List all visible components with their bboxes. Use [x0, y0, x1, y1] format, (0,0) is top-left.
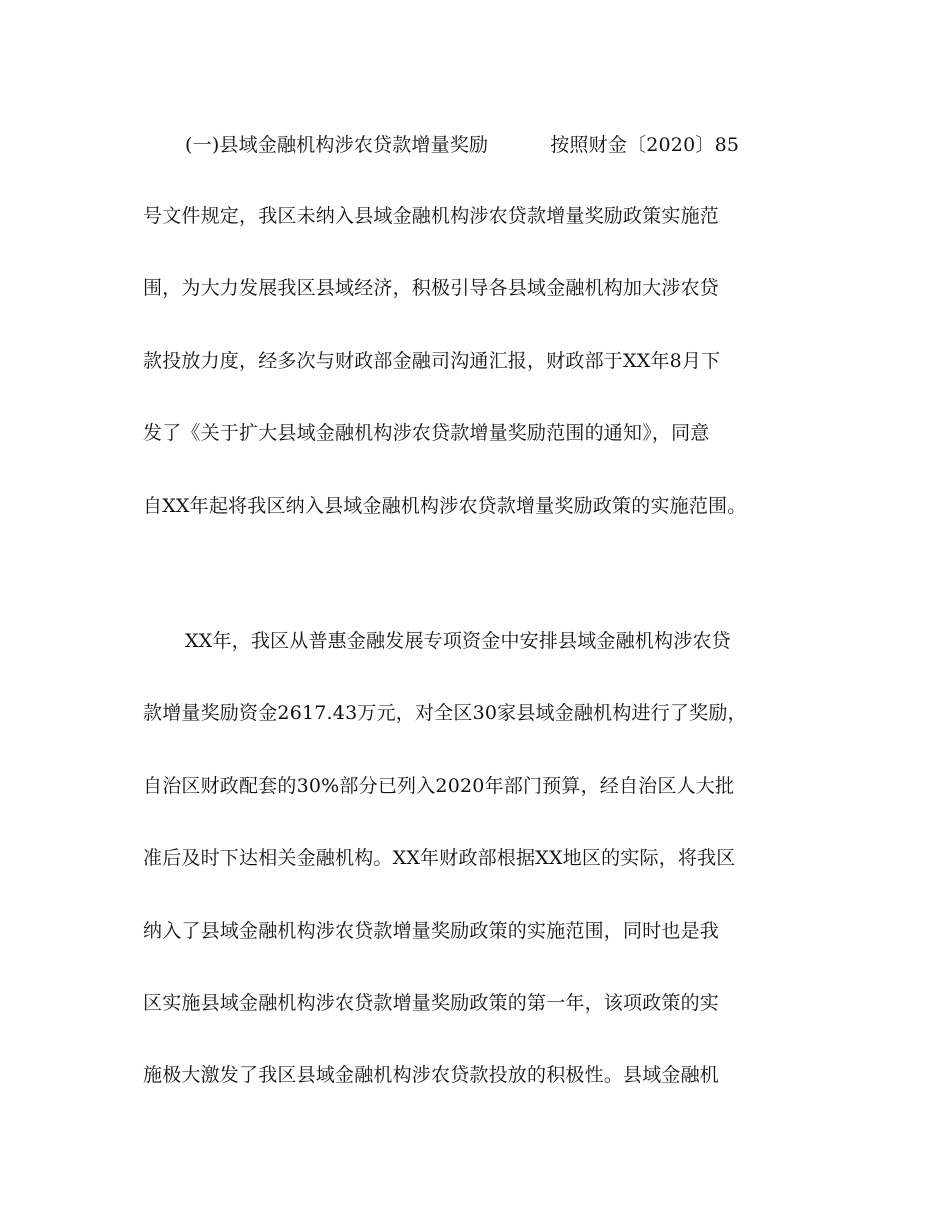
section-1-first-line — [185, 127, 865, 163]
section-1-line-2: 围，为大力发展我区县域经济，积极引导各县域金融机构加大涉农贷 — [143, 277, 720, 299]
section-2-line-5: 纳入了县域金融机构涉农贷款增量奖励政策的实施范围，同时也是我 — [143, 920, 720, 942]
section-1-line-3: 款投放力度，经多次与财政部金融司沟通汇报，财政部于XX年8月下 — [143, 350, 721, 372]
section-2-line-2: 款增量奖励资金2617.43万元，对全区30家县域金融机构进行了奖励， — [143, 702, 747, 724]
section-2-line-4: 准后及时下达相关金融机构。XX年财政部根据XX地区的实际，将我区 — [143, 847, 736, 869]
section-1-line-4: 发了《关于扩大县域金融机构涉农贷款增量奖励范围的通知》，同意 — [143, 422, 710, 444]
section-1-line-5: 自XX年起将我区纳入县域金融机构涉农贷款增量奖励政策的实施范围。 — [143, 495, 747, 517]
section-2-line-6: 区实施县域金融机构涉农贷款增量奖励政策的第一年，该项政策的实 — [143, 992, 720, 1014]
section-1-lead: 按照财金〔2020〕85 — [550, 134, 740, 156]
section-1-heading: (一)县域金融机构涉农贷款增量奖励 — [185, 134, 489, 156]
section-1-line-1: 号文件规定，我区未纳入县域金融机构涉农贷款增量奖励政策实施范 — [143, 205, 720, 227]
section-2-line-1: XX年，我区从普惠金融发展专项资金中安排县域金融机构涉农贷 — [185, 630, 731, 652]
section-2-line-3: 自治区财政配套的30%部分已列入2020年部门预算，经自治区人大批 — [143, 775, 735, 797]
section-2-line-7: 施极大激发了我区县域金融机构涉农贷款投放的积极性。县域金融机 — [143, 1064, 720, 1086]
